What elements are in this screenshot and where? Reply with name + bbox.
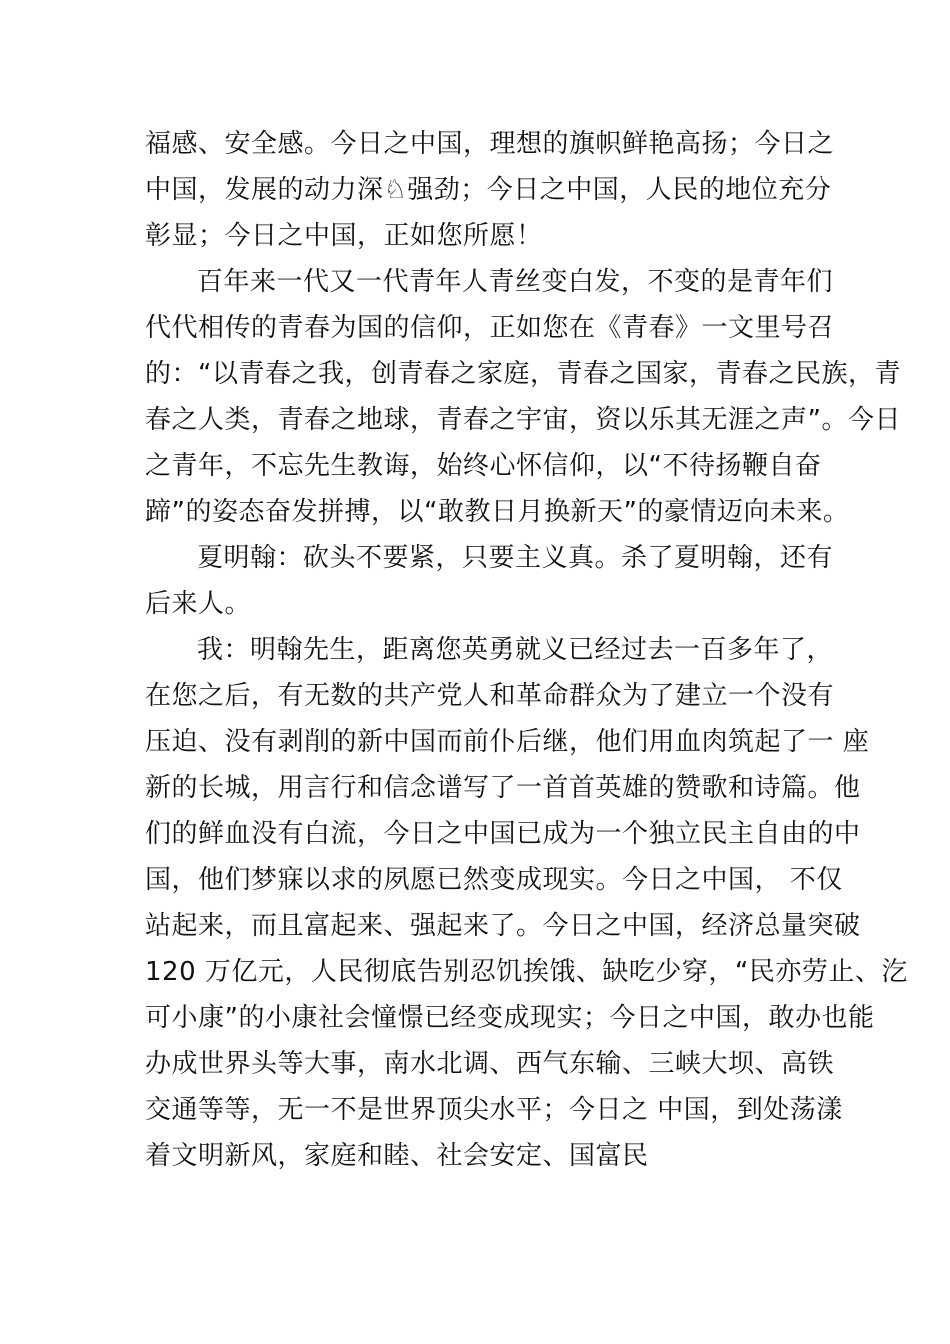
text-line: 可小康”的小康社会憧憬已经变成现实；今日之中国，敢办也能 <box>145 1003 875 1033</box>
text-line: 交通等等，无一不是世界顶尖水平；今日之 中国，到处荡漾 <box>145 1095 843 1125</box>
text-line: 之青年，不忘先生教诲，始终心怀信仰，以“不待扬鞭自奋 <box>145 451 822 481</box>
text-line: 中国，发展的动力深♘强劲；今日之中国，人民的地位充分 <box>145 175 832 205</box>
text-line: 彰显；今日之中国，正如您所愿！ <box>145 221 543 251</box>
document-body <box>145 121 908 1179</box>
text-line: 福感、安全感。今日之中国，理想的旗帜鲜艳高扬；今日之 <box>145 129 835 159</box>
text-line: 新的长城，用言行和信念谱写了一首首英雄的赞歌和诗篇。他 <box>145 773 861 803</box>
paragraph-4 <box>145 627 908 1179</box>
text-line: 代代相传的青春为国的信仰，正如您在《青春》一文里号召 <box>145 313 835 343</box>
text-line: 后来人。 <box>145 589 252 619</box>
paragraph-2 <box>145 259 901 535</box>
text-line: 办成世界头等大事，南水北调、西气东输、三峡大坝、高铁 <box>145 1049 835 1079</box>
text-line: 春之人类，青春之地球，青春之宇宙，资以乐其无涯之声”。今日 <box>145 405 901 435</box>
text-line: 蹄”的姿态奋发拼搏，以“敢教日月换新天”的豪情迈向未来。 <box>145 497 850 527</box>
text-line: 站起来，而且富起来、强起来了。今日之中国，经济总量突破 <box>145 911 861 941</box>
text-line: 们的鲜血没有白流，今日之中国已成为一个独立民主自由的中 <box>145 819 861 849</box>
text-line: 我：明翰先生，距离您英勇就义已经过去一百多年了， <box>197 635 834 665</box>
text-line: 百年来一代又一代青年人青丝变白发，不变的是青年们 <box>197 267 834 297</box>
text-line: 在您之后，有无数的共产党人和革命群众为了建立一个没有 <box>145 681 835 711</box>
text-line: 夏明翰：砍头不要紧，只要主义真。杀了夏明翰，还有 <box>197 543 834 573</box>
text-line: 着文明新风，家庭和睦、社会安定、国富民 <box>145 1141 649 1171</box>
text-line: 120 万亿元，人民彻底告别忍饥挨饿、缺吃少穿，“民亦劳止、汔 <box>145 957 908 987</box>
paragraph-3 <box>145 535 845 627</box>
text-line: 压迫、没有剥削的新中国而前仆后继，他们用血肉筑起了一 座 <box>145 727 870 757</box>
text-line: 国，他们梦寐以求的夙愿已然变成现实。今日之中国， 不仅 <box>145 865 843 895</box>
paragraph-1 <box>145 121 845 259</box>
text-line: 的：“以青春之我，创青春之家庭，青春之国家，青春之民族，青 <box>145 359 901 389</box>
